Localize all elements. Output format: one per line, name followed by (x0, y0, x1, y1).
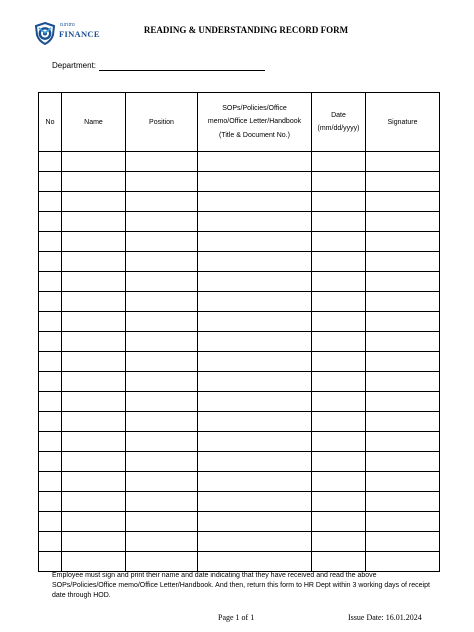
cell-name[interactable] (62, 452, 126, 472)
col-header-document-line3: (Title & Document No.) (219, 131, 290, 139)
cell-name[interactable] (62, 472, 126, 492)
table-row (39, 172, 440, 192)
cell-signature[interactable] (366, 272, 440, 292)
cell-signature[interactable] (366, 372, 440, 392)
department-label: Department: (52, 61, 97, 70)
cell-no[interactable] (39, 552, 62, 572)
page-number: Page 1 of 1 (218, 613, 255, 622)
cell-name[interactable] (62, 332, 126, 352)
cell-no[interactable] (39, 432, 62, 452)
cell-name[interactable] (62, 352, 126, 372)
cell-document[interactable] (198, 252, 312, 272)
cell-no[interactable] (39, 252, 62, 272)
cell-name[interactable] (62, 252, 126, 272)
cell-position[interactable] (126, 272, 198, 292)
cell-signature[interactable] (366, 472, 440, 492)
cell-position[interactable] (126, 172, 198, 192)
cell-document[interactable] (198, 392, 312, 412)
cell-document[interactable] (198, 552, 312, 572)
cell-no[interactable] (39, 312, 62, 332)
table-row (39, 552, 440, 572)
cell-document[interactable] (198, 152, 312, 172)
cell-signature[interactable] (366, 152, 440, 172)
table-header-row (39, 93, 440, 152)
cell-date[interactable] (312, 372, 366, 392)
table-row (39, 452, 440, 472)
table-row (39, 212, 440, 232)
cell-no[interactable] (39, 192, 62, 212)
cell-name[interactable] (62, 412, 126, 432)
cell-position[interactable] (126, 472, 198, 492)
table-row (39, 352, 440, 372)
cell-document[interactable] (198, 372, 312, 392)
cell-signature[interactable] (366, 412, 440, 432)
cell-name[interactable] (62, 392, 126, 412)
cell-signature[interactable] (366, 352, 440, 372)
cell-date[interactable] (312, 532, 366, 552)
table-row (39, 372, 440, 392)
cell-position[interactable] (126, 392, 198, 412)
cell-position[interactable] (126, 352, 198, 372)
table-row (39, 532, 440, 552)
cell-name[interactable] (62, 292, 126, 312)
cell-no[interactable] (39, 172, 62, 192)
cell-document[interactable] (198, 412, 312, 432)
cell-date[interactable] (312, 452, 366, 472)
cell-no[interactable] (39, 372, 62, 392)
table-row (39, 412, 440, 432)
cell-no[interactable] (39, 352, 62, 372)
cell-signature[interactable] (366, 332, 440, 352)
col-header-date (312, 93, 366, 152)
table-row (39, 152, 440, 172)
cell-signature[interactable] (366, 392, 440, 412)
cell-signature[interactable] (366, 172, 440, 192)
cell-position[interactable] (126, 332, 198, 352)
cell-no[interactable] (39, 212, 62, 232)
cell-date[interactable] (312, 432, 366, 452)
cell-signature[interactable] (366, 252, 440, 272)
col-header-document-line1: SOPs/Policies/Office (222, 105, 287, 113)
cell-document[interactable] (198, 292, 312, 312)
cell-no[interactable] (39, 272, 62, 292)
cell-name[interactable] (62, 512, 126, 532)
cell-name[interactable] (62, 192, 126, 212)
cell-signature[interactable] (366, 292, 440, 312)
cell-date[interactable] (312, 332, 366, 352)
table-row (39, 472, 440, 492)
cell-date[interactable] (312, 252, 366, 272)
cell-document[interactable] (198, 232, 312, 252)
col-header-position: Position (126, 93, 198, 152)
cell-no[interactable] (39, 532, 62, 552)
cell-date[interactable] (312, 312, 366, 332)
table-row (39, 292, 440, 312)
cell-no[interactable] (39, 492, 62, 512)
cell-date[interactable] (312, 352, 366, 372)
cell-date[interactable] (312, 212, 366, 232)
cell-signature[interactable] (366, 432, 440, 452)
cell-signature[interactable] (366, 192, 440, 212)
cell-position[interactable] (126, 232, 198, 252)
cell-position[interactable] (126, 152, 198, 172)
cell-no[interactable] (39, 392, 62, 412)
cell-position[interactable] (126, 412, 198, 432)
cell-no[interactable] (39, 232, 62, 252)
cell-date[interactable] (312, 552, 366, 572)
cell-date[interactable] (312, 172, 366, 192)
cell-no[interactable] (39, 332, 62, 352)
cell-document[interactable] (198, 212, 312, 232)
cell-date[interactable] (312, 192, 366, 212)
cell-date[interactable] (312, 412, 366, 432)
record-table (38, 92, 440, 572)
table-row (39, 332, 440, 352)
cell-signature[interactable] (366, 452, 440, 472)
cell-date[interactable] (312, 392, 366, 412)
issue-date: Issue Date: 16.01.2024 (348, 613, 422, 622)
cell-document[interactable] (198, 532, 312, 552)
table-row (39, 392, 440, 412)
table-row (39, 272, 440, 292)
cell-no[interactable] (39, 292, 62, 312)
brand-name: FINANCE (59, 29, 100, 39)
cell-position[interactable] (126, 192, 198, 212)
cell-position[interactable] (126, 212, 198, 232)
cell-name[interactable] (62, 552, 126, 572)
cell-document[interactable] (198, 272, 312, 292)
cell-date[interactable] (312, 472, 366, 492)
cell-document[interactable] (198, 172, 312, 192)
cell-name[interactable] (62, 372, 126, 392)
instruction-note: Employee must sign and print their name and date indicating that they have received and read the above SOPs/Policies/Office memo/Office Letter/Handbook. And then, return this form to HR Dept within 3 working days of receipt date through HOD. (52, 572, 430, 599)
cell-position[interactable] (126, 532, 198, 552)
table-body (39, 152, 440, 572)
cell-date[interactable] (312, 512, 366, 532)
table-row (39, 432, 440, 452)
cell-document[interactable] (198, 192, 312, 212)
cell-name[interactable] (62, 432, 126, 452)
cell-document[interactable] (198, 432, 312, 452)
cell-position[interactable] (126, 452, 198, 472)
cell-signature[interactable] (366, 312, 440, 332)
cell-date[interactable] (312, 272, 366, 292)
cell-no[interactable] (39, 512, 62, 532)
cell-name[interactable] (62, 212, 126, 232)
cell-signature[interactable] (366, 492, 440, 512)
col-header-document-line2: memo/Office Letter/Handbook (207, 118, 302, 126)
cell-name[interactable] (62, 272, 126, 292)
cell-name[interactable] (62, 532, 126, 552)
cell-document[interactable] (198, 452, 312, 472)
cell-signature[interactable] (366, 532, 440, 552)
cell-signature[interactable] (366, 212, 440, 232)
cell-name[interactable] (62, 232, 126, 252)
department-field[interactable] (99, 70, 265, 71)
cell-date[interactable] (312, 232, 366, 252)
cell-signature[interactable] (366, 232, 440, 252)
col-header-signature: Signature (366, 93, 440, 152)
cell-signature[interactable] (366, 512, 440, 532)
cell-document[interactable] (198, 492, 312, 512)
cell-no[interactable] (39, 452, 62, 472)
col-header-name: Name (62, 93, 126, 152)
cell-position[interactable] (126, 312, 198, 332)
cell-no[interactable] (39, 472, 62, 492)
cell-signature[interactable] (366, 552, 440, 572)
col-header-no: No (39, 93, 62, 152)
table-row (39, 232, 440, 252)
table-row (39, 252, 440, 272)
cell-position[interactable] (126, 492, 198, 512)
cell-date[interactable] (312, 492, 366, 512)
cell-position[interactable] (126, 252, 198, 272)
brand-top-text: ធនាគារ (60, 22, 76, 28)
table-row (39, 312, 440, 332)
col-header-date-line1: Date (331, 111, 346, 119)
cell-document[interactable] (198, 332, 312, 352)
cell-no[interactable] (39, 412, 62, 432)
cell-name[interactable] (62, 152, 126, 172)
cell-name[interactable] (62, 492, 126, 512)
table-row (39, 512, 440, 532)
cell-position[interactable] (126, 292, 198, 312)
cell-date[interactable] (312, 152, 366, 172)
cell-name[interactable] (62, 312, 126, 332)
cell-document[interactable] (198, 472, 312, 492)
cell-position[interactable] (126, 512, 198, 532)
cell-position[interactable] (126, 432, 198, 452)
cell-position[interactable] (126, 372, 198, 392)
cell-position[interactable] (126, 552, 198, 572)
cell-name[interactable] (62, 172, 126, 192)
cell-document[interactable] (198, 352, 312, 372)
col-header-document (198, 93, 312, 152)
table-row (39, 492, 440, 512)
table-row (39, 192, 440, 212)
form-title: READING & UNDERSTANDING RECORD FORM (143, 25, 349, 35)
col-header-date-line2: (mm/dd/yyyy) (317, 125, 360, 132)
cell-date[interactable] (312, 292, 366, 312)
cell-no[interactable] (39, 152, 62, 172)
cell-document[interactable] (198, 512, 312, 532)
cell-document[interactable] (198, 312, 312, 332)
